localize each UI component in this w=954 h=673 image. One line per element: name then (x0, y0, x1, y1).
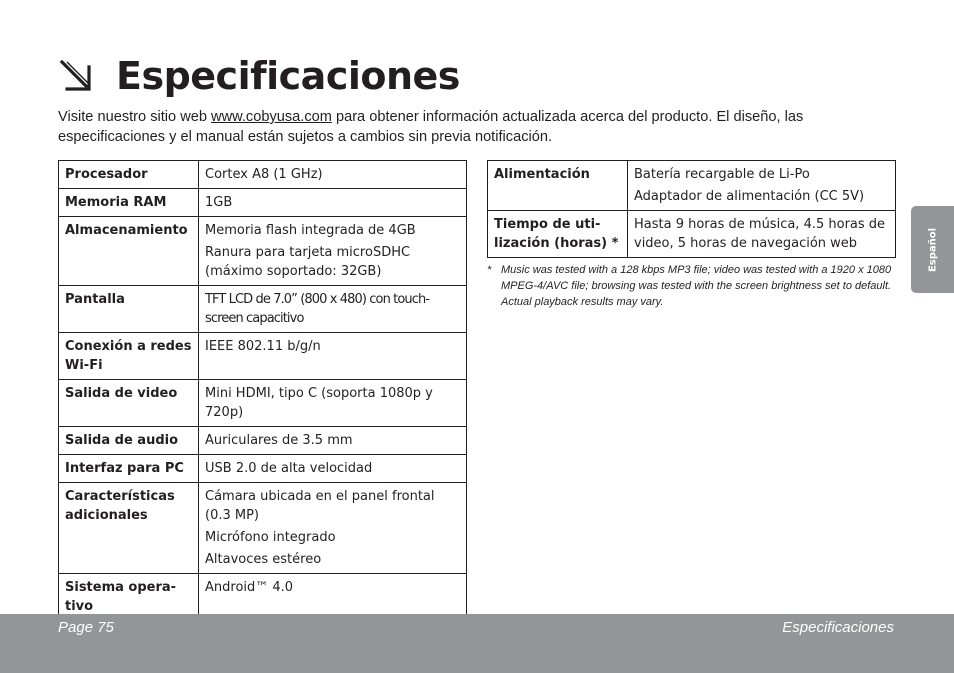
spec-label: Características adicionales (59, 483, 199, 574)
spec-label: Almacenamiento (59, 217, 199, 286)
website-link[interactable]: www.cobyusa.com (211, 109, 332, 125)
footer-section-title: Especificaciones (782, 619, 894, 636)
spec-value (199, 483, 467, 574)
spec-value-line: Mini HDMI, tipo C (soporta 1080p y 720p) (205, 386, 433, 420)
spec-value (199, 286, 467, 333)
intro-paragraph (58, 107, 908, 147)
spec-label: Conexión a redes Wi-Fi (59, 333, 199, 380)
spec-value (199, 455, 467, 483)
table-row (59, 333, 467, 380)
spec-value-line: Android™ 4.0 (205, 580, 294, 595)
spec-value-line: IEEE 802.11 b/g/n (205, 339, 321, 354)
spec-value (199, 333, 467, 380)
spec-value-line: Batería recargable de Li-Po (634, 167, 810, 182)
table-row (59, 217, 467, 286)
spec-value-line: 1GB (205, 195, 233, 210)
spec-label: Alimentación (488, 161, 628, 211)
intro-text-after: para obtener información actualizada acerca del producto. El diseño, las especificaciones y el manual están sujetos a cambios sin previa notificación. (58, 109, 804, 145)
arrow-down-right-icon (58, 58, 94, 94)
spec-value (628, 211, 896, 258)
page-footer (0, 614, 954, 673)
table-row (59, 483, 467, 574)
table-row (488, 211, 896, 258)
spec-label: Memoria RAM (59, 189, 199, 217)
table-row (59, 455, 467, 483)
table-row (59, 380, 467, 427)
spec-value (199, 380, 467, 427)
page-number: Page 75 (58, 619, 114, 636)
spec-label: Salida de video (59, 380, 199, 427)
spec-value-line: Memoria flash integrada de 4GB (205, 223, 416, 238)
footnote-mark: * (487, 264, 492, 276)
language-tab-label: Español (927, 227, 938, 272)
spec-label: Procesador (59, 161, 199, 189)
table-row (59, 427, 467, 455)
page-title: Especificaciones (116, 54, 460, 98)
page-header (58, 48, 460, 104)
spec-value (199, 161, 467, 189)
spec-label: Sistema opera-tivo (59, 574, 199, 621)
spec-value-line: USB 2.0 de alta velocidad (205, 461, 373, 476)
spec-value-line: Altavoces estéreo (205, 552, 322, 567)
spec-value-line: Hasta 9 horas de música, 4.5 horas de video, 5 horas de navegación web (634, 217, 886, 251)
spec-value-line: Cámara ubicada en el panel frontal (0.3 MP) (205, 489, 435, 523)
spec-value-line: Micrófono integrado (205, 530, 336, 545)
footnote-text: Music was tested with a 128 kbps MP3 file; video was tested with a 1920 x 1080 MPEG-4/AVC file; browsing was tested with the screen brightness set to default. Actual playback results may vary. (501, 264, 892, 308)
specs-table-left (58, 160, 467, 621)
spec-label: Pantalla (59, 286, 199, 333)
spec-value-line: Cortex A8 (1 GHz) (205, 167, 323, 182)
spec-value (199, 217, 467, 286)
table-row (59, 161, 467, 189)
spec-label: Salida de audio (59, 427, 199, 455)
spec-label: Interfaz para PC (59, 455, 199, 483)
footnote (487, 262, 902, 310)
spec-value-line: TFT LCD de 7.0” (800 x 480) con touch-screen capacitivo (205, 292, 430, 326)
spec-value (199, 427, 467, 455)
intro-text-before: Visite nuestro sitio web (58, 109, 212, 125)
spec-value-line: Adaptador de alimentación (CC 5V) (634, 189, 865, 204)
spec-value-line: Ranura para tarjeta microSDHC (máximo soportado: 32GB) (205, 245, 411, 279)
specs-table-right (487, 160, 896, 258)
spec-label: Tiempo de uti-lización (horas) * (488, 211, 628, 258)
table-row (488, 161, 896, 211)
spec-value-line: Auriculares de 3.5 mm (205, 433, 353, 448)
table-row (59, 286, 467, 333)
table-row (59, 189, 467, 217)
spec-value (199, 189, 467, 217)
spec-value (628, 161, 896, 211)
language-tab (911, 206, 954, 293)
